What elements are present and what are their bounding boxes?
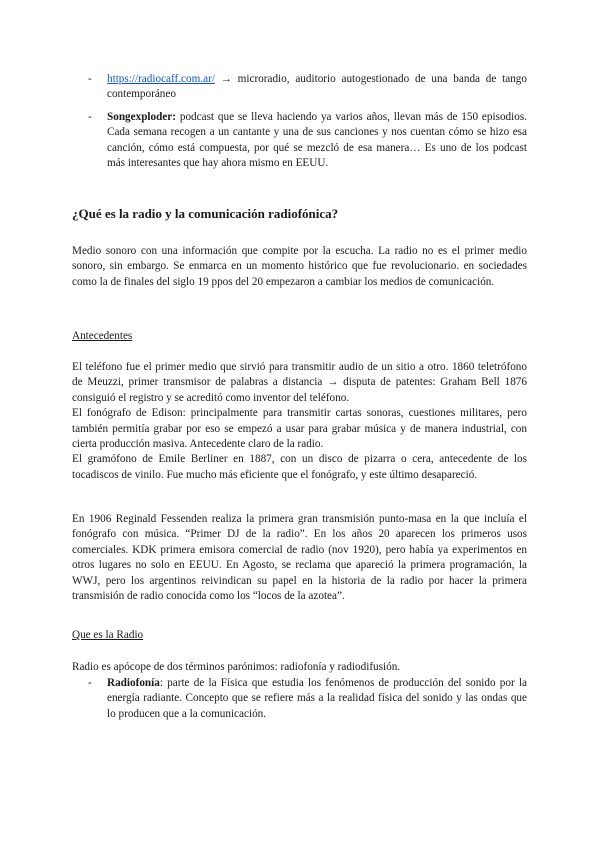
- list-item-text: [107, 676, 527, 722]
- paragraph-text: Medio sonoro con una información que compite por la escucha. La radio no es el primer medio sonoro, sin embargo. Se enmarca en un momento histórico que fue revolucionario. en sociedades como la de finales del siglo 19 ppos del 20 empezaron a cambiar los medios de comunicación.: [72, 245, 527, 288]
- list-item-description: : parte de la Física que estudia los fenómenos de producción del sonido por la energía radiante. Concepto que se refiere más a la realidad física del sonido y las ondas que lo producen que a la comunicación.: [107, 677, 527, 720]
- subheading-antecedentes: Antecedentes: [72, 330, 133, 342]
- paragraph-text: En 1906 Reginald Fessenden realiza la primera gran transmisión punto-masa en la que incluía el fonógrafo con música. “Primer DJ de la radio”. En los años 20 aparecen los primeros usos comerciales. KDK primera emisora comercial de radio (nov 1920), pero había ya experimentos en otros lugares no solo en EEUU. En Agosto, se reclama que apareció la primera programación, la WWJ, pero los argentinos reivindican su papel en la historia de la radio por hacer la primera transmisión de radio conocida como los “locos de la azotea”.: [72, 513, 527, 603]
- paragraph-text: El fonógrafo de Edison: principalmente para transmitir cartas sonoras, cuestiones militares, pero también permitía grabar por eso se empezó a usar para grabar música y de manera industrial, con cierta producción masiva. Antecedente claro de la radio.: [72, 407, 527, 451]
- list-item: [88, 676, 527, 722]
- list-item: [88, 110, 527, 172]
- list-item-description: podcast que se lleva haciendo ya varios años, llevan más de 150 episodios. Cada semana recogen a un cantante y una de sus canciones y nos cuentan cómo se hizo esa canción, cómo está compuesta, por qué se mezcló de esa manera… Es uno de los podcast más interesantes que hay ahora mismo en EEUU.: [107, 111, 527, 170]
- paragraph-text: Radio es apócope de dos términos parónimos: radiofonía y radiodifusión.: [72, 661, 401, 673]
- list-item-text: [107, 110, 527, 172]
- radiocaff-link[interactable]: https://radiocaff.com.ar/: [107, 73, 215, 85]
- definition-paragraph: [72, 660, 527, 675]
- bullet-dash: -: [88, 73, 92, 85]
- paragraph-text: El gramófono de Emile Berliner en 1887, con un disco de pizarra o cera, antecedente de los tocadiscos de vinilo. Fue mucho más eficiente que el fonógrafo, y este último desapareció.: [72, 453, 527, 481]
- list-item-term: Radiofonía: [107, 677, 160, 689]
- history-paragraph: [72, 512, 527, 604]
- antecedentes-body: [72, 360, 527, 483]
- list-item-term: Songexploder:: [107, 111, 176, 123]
- bullet-dash: -: [88, 111, 92, 123]
- subheading-que-es-la-radio: Que es la Radio: [72, 629, 144, 641]
- paragraph-text: El teléfono fue el primer medio que sirvió para transmitir audio de un sitio a otro. 1860 teletrófono de Meuzzi, primer transmisor de palabras a distancia → disputa de patentes: Graham Bell 1876 consiguió el registro y se acreditó como inventor del teléfono.: [72, 361, 527, 404]
- list-item: [88, 72, 527, 103]
- section-heading: ¿Qué es la radio y la comunicación radiofónica?: [72, 206, 339, 221]
- intro-paragraph: [72, 244, 527, 290]
- list-item-description: → microradio, auditorio autogestionado de una banda de tango contemporáneo: [107, 73, 527, 101]
- list-item-text: [107, 72, 527, 103]
- bullet-dash: -: [88, 677, 92, 689]
